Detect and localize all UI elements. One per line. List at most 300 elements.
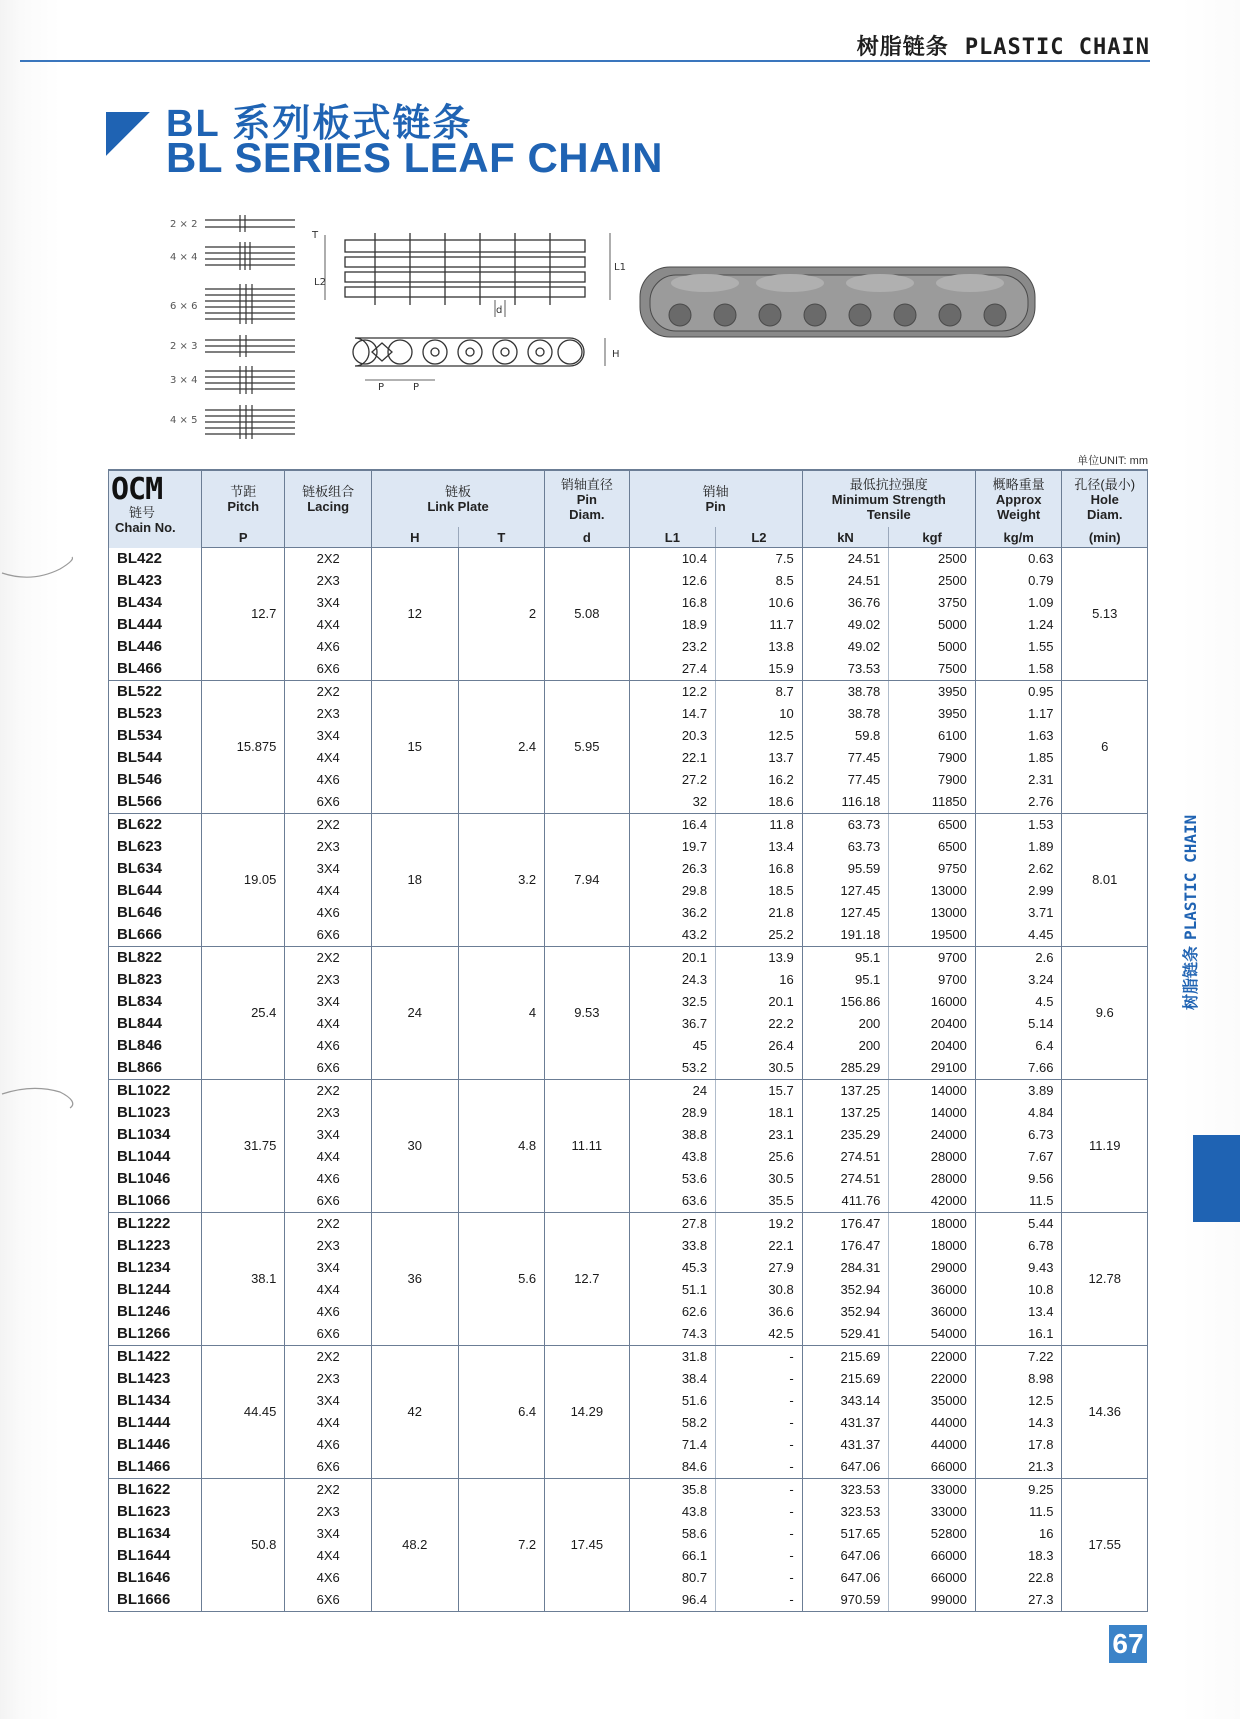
strength-kgf-value: 2500 bbox=[889, 548, 976, 571]
strength-kgf-value: 28000 bbox=[889, 1146, 976, 1168]
col-pin-diam bbox=[545, 470, 629, 527]
col-chain-no bbox=[109, 470, 202, 548]
strength-kgf-value: 22000 bbox=[889, 1368, 976, 1390]
weight-value: 0.79 bbox=[975, 570, 1062, 592]
lacing-value: 2X2 bbox=[285, 1213, 372, 1236]
strength-kn-value: 215.69 bbox=[802, 1346, 889, 1369]
strength-kgf-value: 20400 bbox=[889, 1035, 976, 1057]
strength-kn-value: 38.78 bbox=[802, 681, 889, 704]
chain-no: BL622 bbox=[109, 814, 202, 837]
strength-kgf-value: 33000 bbox=[889, 1501, 976, 1523]
pin-l2-value: 7.5 bbox=[716, 548, 803, 571]
strength-kgf-value: 5000 bbox=[889, 614, 976, 636]
weight-cn: 概略重量 bbox=[992, 476, 1045, 492]
weight-value: 3.89 bbox=[975, 1080, 1062, 1103]
page-title-en: BL SERIES LEAF CHAIN bbox=[166, 134, 663, 181]
strength-kgf-value: 11850 bbox=[889, 791, 976, 814]
strength-kgf-value: 3750 bbox=[889, 592, 976, 614]
pin-l2-value: - bbox=[716, 1523, 803, 1545]
hole-diam-value: 5.13 bbox=[1062, 548, 1148, 681]
strength-kgf-value: 16000 bbox=[889, 991, 976, 1013]
pin-diam-value: 5.95 bbox=[545, 681, 629, 814]
weight-value: 27.3 bbox=[975, 1589, 1062, 1612]
strength-kgf-value: 99000 bbox=[889, 1589, 976, 1612]
chain-no-en: Chain No. bbox=[115, 520, 176, 535]
pin-l2-value: 42.5 bbox=[716, 1323, 803, 1346]
hole-diam-value: 11.19 bbox=[1062, 1080, 1148, 1213]
strength-kn-value: 517.65 bbox=[802, 1523, 889, 1545]
strength-kn-value: 176.47 bbox=[802, 1235, 889, 1257]
strength-kn-value: 116.18 bbox=[802, 791, 889, 814]
strength-kgf-value: 44000 bbox=[889, 1434, 976, 1456]
pin-l1-value: 96.4 bbox=[629, 1589, 716, 1612]
lacing-value: 3X4 bbox=[285, 592, 372, 614]
lacing-value: 6X6 bbox=[285, 924, 372, 947]
lacing-value: 2X3 bbox=[285, 1102, 372, 1124]
pin-l2-value: 25.2 bbox=[716, 924, 803, 947]
chain-no: BL522 bbox=[109, 681, 202, 704]
strength-kn-value: 343.14 bbox=[802, 1390, 889, 1412]
lacing-value: 3X4 bbox=[285, 1257, 372, 1279]
pin-l1-value: 53.2 bbox=[629, 1057, 716, 1080]
strength-kn-value: 77.45 bbox=[802, 769, 889, 791]
pin-l1-value: 36.2 bbox=[629, 902, 716, 924]
chain-no: BL444 bbox=[109, 614, 202, 636]
weight-value: 9.25 bbox=[975, 1479, 1062, 1502]
plate-h-value: 42 bbox=[371, 1346, 458, 1479]
pin-l1-value: 84.6 bbox=[629, 1456, 716, 1479]
weight-value: 1.55 bbox=[975, 636, 1062, 658]
plate-t-value: 7.2 bbox=[458, 1479, 545, 1612]
page-title-cn: BL 系列板式链条 bbox=[166, 103, 473, 145]
chain-no: BL1644 bbox=[109, 1545, 202, 1567]
chain-no: BL1646 bbox=[109, 1567, 202, 1589]
strength-kn-value: 647.06 bbox=[802, 1567, 889, 1589]
lacing-value: 2X3 bbox=[285, 1501, 372, 1523]
pin-l2-value: 22.2 bbox=[716, 1013, 803, 1035]
pin-diam-value: 17.45 bbox=[545, 1479, 629, 1612]
pin-l2-value: - bbox=[716, 1545, 803, 1567]
strength-kn-value: 284.31 bbox=[802, 1257, 889, 1279]
weight-value: 1.53 bbox=[975, 814, 1062, 837]
lacing-value: 2X2 bbox=[285, 1479, 372, 1502]
chain-no-cn: 链号 bbox=[129, 505, 156, 520]
sub-kgf: kgf bbox=[889, 527, 976, 548]
lacing-label-3: 6 × 6 bbox=[170, 301, 198, 312]
pin-l1-value: 19.7 bbox=[629, 836, 716, 858]
plate-h-value: 15 bbox=[371, 681, 458, 814]
pin-l1-value: 63.6 bbox=[629, 1190, 716, 1213]
strength-kn-value: 49.02 bbox=[802, 636, 889, 658]
pin-l1-value: 28.9 bbox=[629, 1102, 716, 1124]
weight-value: 10.8 bbox=[975, 1279, 1062, 1301]
sub-pin-l2: L2 bbox=[716, 527, 803, 548]
strength-kn-value: 95.1 bbox=[802, 947, 889, 970]
strength-kn-value: 529.41 bbox=[802, 1323, 889, 1346]
pitch-value: 38.1 bbox=[202, 1213, 285, 1346]
col-pitch bbox=[202, 470, 285, 527]
pin-l2-value: 13.8 bbox=[716, 636, 803, 658]
weight-value: 4.5 bbox=[975, 991, 1062, 1013]
weight-value: 7.22 bbox=[975, 1346, 1062, 1369]
plate-t-value: 4 bbox=[458, 947, 545, 1080]
pin-l1-value: 16.8 bbox=[629, 592, 716, 614]
pin-l1-value: 26.3 bbox=[629, 858, 716, 880]
lacing-value: 2X2 bbox=[285, 947, 372, 970]
lacing-value: 4X6 bbox=[285, 902, 372, 924]
strength-kgf-value: 14000 bbox=[889, 1102, 976, 1124]
lacing-value: 2X2 bbox=[285, 1346, 372, 1369]
chain-no: BL1266 bbox=[109, 1323, 202, 1346]
lacing-value: 4X6 bbox=[285, 1567, 372, 1589]
pin-l2-value: 15.9 bbox=[716, 658, 803, 681]
strength-kn-value: 200 bbox=[802, 1035, 889, 1057]
lacing-value: 6X6 bbox=[285, 791, 372, 814]
pin-l1-value: 51.1 bbox=[629, 1279, 716, 1301]
pin-l2-value: - bbox=[716, 1434, 803, 1456]
lacing-value: 3X4 bbox=[285, 1523, 372, 1545]
strength-kn-value: 323.53 bbox=[802, 1479, 889, 1502]
plate-en: Link Plate bbox=[427, 499, 489, 514]
weight-value: 1.09 bbox=[975, 592, 1062, 614]
strength-kgf-value: 66000 bbox=[889, 1567, 976, 1589]
side-tab-en: PLASTIC CHAIN bbox=[1181, 814, 1200, 940]
weight-value: 6.73 bbox=[975, 1124, 1062, 1146]
weight-value: 0.63 bbox=[975, 548, 1062, 571]
side-tab bbox=[1193, 1135, 1240, 1222]
pin-l2-value: 12.5 bbox=[716, 725, 803, 747]
weight-value: 6.4 bbox=[975, 1035, 1062, 1057]
lacing-value: 4X4 bbox=[285, 1545, 372, 1567]
strength-kgf-value: 28000 bbox=[889, 1168, 976, 1190]
plate-t-value: 5.6 bbox=[458, 1213, 545, 1346]
hole-en2: Diam. bbox=[1087, 506, 1123, 522]
plate-h-value: 12 bbox=[371, 548, 458, 681]
pin-l2-value: - bbox=[716, 1479, 803, 1502]
lacing-en: Lacing bbox=[307, 499, 350, 514]
strength-kgf-value: 29000 bbox=[889, 1257, 976, 1279]
pin-l1-value: 29.8 bbox=[629, 880, 716, 902]
chain-no: BL1246 bbox=[109, 1301, 202, 1323]
chain-no: BL1223 bbox=[109, 1235, 202, 1257]
chain-no: BL1244 bbox=[109, 1279, 202, 1301]
weight-value: 7.66 bbox=[975, 1057, 1062, 1080]
plate-cn: 链板 bbox=[445, 484, 472, 499]
pin-l1-value: 51.6 bbox=[629, 1390, 716, 1412]
chain-no: BL823 bbox=[109, 969, 202, 991]
lacing-value: 4X6 bbox=[285, 1168, 372, 1190]
weight-value: 1.24 bbox=[975, 614, 1062, 636]
pindiam-en2: Diam. bbox=[569, 506, 605, 522]
pin-l2-value: 30.5 bbox=[716, 1057, 803, 1080]
chain-no: BL634 bbox=[109, 858, 202, 880]
pin-l2-value: 36.6 bbox=[716, 1301, 803, 1323]
strength-kgf-value: 18000 bbox=[889, 1213, 976, 1236]
table-row bbox=[109, 1479, 1148, 1502]
table-row bbox=[109, 681, 1148, 704]
col-weight bbox=[975, 470, 1062, 527]
lacing-diagrams bbox=[170, 219, 197, 426]
lacing-value: 3X4 bbox=[285, 725, 372, 747]
pin-l1-value: 45 bbox=[629, 1035, 716, 1057]
chain-no: BL822 bbox=[109, 947, 202, 970]
pitch-value: 44.45 bbox=[202, 1346, 285, 1479]
strength-kgf-value: 22000 bbox=[889, 1346, 976, 1369]
strength-kn-value: 200 bbox=[802, 1013, 889, 1035]
dim-label-L2: L2 bbox=[314, 277, 326, 288]
pin-diam-value: 12.7 bbox=[545, 1213, 629, 1346]
lacing-value: 4X6 bbox=[285, 1035, 372, 1057]
plate-t-value: 3.2 bbox=[458, 814, 545, 947]
pin-l2-value: 10.6 bbox=[716, 592, 803, 614]
strength-kn-value: 215.69 bbox=[802, 1368, 889, 1390]
sub-pin-d: d bbox=[545, 527, 629, 548]
strength-en1: Minimum Strength bbox=[831, 491, 946, 507]
strength-kn-value: 352.94 bbox=[802, 1301, 889, 1323]
pin-l1-value: 74.3 bbox=[629, 1323, 716, 1346]
pin-l2-value: - bbox=[716, 1368, 803, 1390]
side-tab-label bbox=[1178, 810, 1208, 1010]
pin-l2-value: 13.9 bbox=[716, 947, 803, 970]
pindiam-en1: Pin bbox=[576, 491, 597, 507]
strength-kn-value: 191.18 bbox=[802, 924, 889, 947]
strength-kn-value: 38.78 bbox=[802, 703, 889, 725]
strength-kgf-value: 5000 bbox=[889, 636, 976, 658]
strength-kn-value: 95.1 bbox=[802, 969, 889, 991]
strength-kn-value: 285.29 bbox=[802, 1057, 889, 1080]
margin-scribble-2 bbox=[0, 1080, 80, 1110]
table-row bbox=[109, 1346, 1148, 1369]
pin-l1-value: 18.9 bbox=[629, 614, 716, 636]
pitch-cn: 节距 bbox=[230, 484, 257, 499]
plate-h-value: 30 bbox=[371, 1080, 458, 1213]
chain-no: BL1666 bbox=[109, 1589, 202, 1612]
lacing-value: 4X4 bbox=[285, 614, 372, 636]
table-row bbox=[109, 814, 1148, 837]
weight-value: 14.3 bbox=[975, 1412, 1062, 1434]
weight-value: 6.78 bbox=[975, 1235, 1062, 1257]
pin-l2-value: - bbox=[716, 1346, 803, 1369]
chain-no: BL546 bbox=[109, 769, 202, 791]
weight-value: 5.14 bbox=[975, 1013, 1062, 1035]
lacing-value: 6X6 bbox=[285, 1589, 372, 1612]
pin-l2-value: 18.5 bbox=[716, 880, 803, 902]
strength-kn-value: 59.8 bbox=[802, 725, 889, 747]
strength-kgf-value: 66000 bbox=[889, 1545, 976, 1567]
pin-l1-value: 23.2 bbox=[629, 636, 716, 658]
pin-l1-value: 24.3 bbox=[629, 969, 716, 991]
strength-kgf-value: 36000 bbox=[889, 1301, 976, 1323]
sub-plate-h: H bbox=[371, 527, 458, 548]
strength-kgf-value: 6500 bbox=[889, 836, 976, 858]
strength-kn-value: 431.37 bbox=[802, 1412, 889, 1434]
header-category bbox=[857, 30, 1150, 61]
chain-no: BL846 bbox=[109, 1035, 202, 1057]
strength-kgf-value: 14000 bbox=[889, 1080, 976, 1103]
weight-value: 0.95 bbox=[975, 681, 1062, 704]
pitch-value: 25.4 bbox=[202, 947, 285, 1080]
strength-kn-value: 24.51 bbox=[802, 548, 889, 571]
strength-kgf-value: 52800 bbox=[889, 1523, 976, 1545]
strength-kgf-value: 9700 bbox=[889, 947, 976, 970]
col-pin bbox=[629, 470, 802, 527]
strength-kn-value: 77.45 bbox=[802, 747, 889, 769]
weight-en1: Approx bbox=[995, 491, 1042, 507]
pin-l1-value: 43.2 bbox=[629, 924, 716, 947]
lacing-value: 2X3 bbox=[285, 1235, 372, 1257]
strength-kn-value: 137.25 bbox=[802, 1102, 889, 1124]
chain-no: BL1422 bbox=[109, 1346, 202, 1369]
lacing-label-6: 4 × 5 bbox=[170, 415, 198, 426]
weight-value: 9.43 bbox=[975, 1257, 1062, 1279]
weight-value: 7.67 bbox=[975, 1146, 1062, 1168]
table-row bbox=[109, 548, 1148, 571]
pin-l2-value: 10 bbox=[716, 703, 803, 725]
sub-weight-unit: kg/m bbox=[975, 527, 1062, 548]
pin-l2-value: - bbox=[716, 1456, 803, 1479]
lacing-value: 6X6 bbox=[285, 1190, 372, 1213]
strength-kgf-value: 9700 bbox=[889, 969, 976, 991]
sub-hole-min: (min) bbox=[1062, 527, 1148, 548]
lacing-value: 4X4 bbox=[285, 1146, 372, 1168]
pin-l2-value: 30.5 bbox=[716, 1168, 803, 1190]
strength-kn-value: 36.76 bbox=[802, 592, 889, 614]
pin-l2-value: 20.1 bbox=[716, 991, 803, 1013]
lacing-value: 2X2 bbox=[285, 548, 372, 571]
strength-kgf-value: 2500 bbox=[889, 570, 976, 592]
strength-kgf-value: 3950 bbox=[889, 703, 976, 725]
pin-l1-value: 58.2 bbox=[629, 1412, 716, 1434]
strength-kn-value: 647.06 bbox=[802, 1545, 889, 1567]
lacing-label-5: 3 × 4 bbox=[170, 375, 198, 386]
sub-pin-l1: L1 bbox=[629, 527, 716, 548]
pitch-value: 19.05 bbox=[202, 814, 285, 947]
lacing-label-2: 4 × 4 bbox=[170, 252, 198, 263]
chain-no: BL544 bbox=[109, 747, 202, 769]
lacing-value: 2X3 bbox=[285, 836, 372, 858]
weight-value: 1.63 bbox=[975, 725, 1062, 747]
chain-no: BL844 bbox=[109, 1013, 202, 1035]
pin-l2-value: 8.5 bbox=[716, 570, 803, 592]
weight-value: 13.4 bbox=[975, 1301, 1062, 1323]
chain-no: BL1023 bbox=[109, 1102, 202, 1124]
strength-kgf-value: 3950 bbox=[889, 681, 976, 704]
lacing-value: 4X4 bbox=[285, 1279, 372, 1301]
chain-no: BL1466 bbox=[109, 1456, 202, 1479]
hole-diam-value: 6 bbox=[1062, 681, 1148, 814]
weight-value: 1.89 bbox=[975, 836, 1062, 858]
pin-l1-value: 12.2 bbox=[629, 681, 716, 704]
col-hole bbox=[1062, 470, 1148, 527]
pitch-en: Pitch bbox=[227, 499, 260, 514]
chain-no: BL1234 bbox=[109, 1257, 202, 1279]
chain-no: BL434 bbox=[109, 592, 202, 614]
pin-l2-value: 16.2 bbox=[716, 769, 803, 791]
col-lacing bbox=[285, 470, 372, 527]
dim-label-P2: P bbox=[413, 382, 420, 393]
weight-value: 21.3 bbox=[975, 1456, 1062, 1479]
hole-cn: 孔径(最小) bbox=[1074, 476, 1136, 492]
pitch-value: 15.875 bbox=[202, 681, 285, 814]
chain-no: BL1044 bbox=[109, 1146, 202, 1168]
pin-l2-value: - bbox=[716, 1412, 803, 1434]
weight-value: 4.45 bbox=[975, 924, 1062, 947]
pin-l1-value: 20.3 bbox=[629, 725, 716, 747]
pin-diam-value: 9.53 bbox=[545, 947, 629, 1080]
strength-kgf-value: 20400 bbox=[889, 1013, 976, 1035]
strength-kn-value: 73.53 bbox=[802, 658, 889, 681]
strength-kgf-value: 44000 bbox=[889, 1412, 976, 1434]
pin-l1-value: 62.6 bbox=[629, 1301, 716, 1323]
strength-kgf-value: 7500 bbox=[889, 658, 976, 681]
strength-kgf-value: 7900 bbox=[889, 747, 976, 769]
plate-h-value: 18 bbox=[371, 814, 458, 947]
lacing-value: 2X3 bbox=[285, 703, 372, 725]
chain-no: BL1066 bbox=[109, 1190, 202, 1213]
lacing-label-4: 2 × 3 bbox=[170, 341, 198, 352]
lacing-value: 4X6 bbox=[285, 1434, 372, 1456]
plate-h-value: 36 bbox=[371, 1213, 458, 1346]
pin-l2-value: 25.6 bbox=[716, 1146, 803, 1168]
weight-value: 8.98 bbox=[975, 1368, 1062, 1390]
sub-kn: kN bbox=[802, 527, 889, 548]
strength-kn-value: 63.73 bbox=[802, 836, 889, 858]
sub-plate-t: T bbox=[458, 527, 545, 548]
weight-value: 4.84 bbox=[975, 1102, 1062, 1124]
weight-value: 17.8 bbox=[975, 1434, 1062, 1456]
chain-no: BL466 bbox=[109, 658, 202, 681]
weight-value: 3.71 bbox=[975, 902, 1062, 924]
lacing-value: 6X6 bbox=[285, 1323, 372, 1346]
strength-kn-value: 323.53 bbox=[802, 1501, 889, 1523]
chain-front-view bbox=[353, 338, 605, 380]
chain-no: BL1046 bbox=[109, 1168, 202, 1190]
pin-l2-value: - bbox=[716, 1567, 803, 1589]
chain-photo bbox=[640, 267, 1035, 337]
pin-l1-value: 32.5 bbox=[629, 991, 716, 1013]
pin-l2-value: 23.1 bbox=[716, 1124, 803, 1146]
strength-kn-value: 63.73 bbox=[802, 814, 889, 837]
pin-l2-value: 13.7 bbox=[716, 747, 803, 769]
weight-value: 22.8 bbox=[975, 1567, 1062, 1589]
strength-kgf-value: 66000 bbox=[889, 1456, 976, 1479]
pin-l1-value: 45.3 bbox=[629, 1257, 716, 1279]
pin-l2-value: - bbox=[716, 1501, 803, 1523]
plate-h-value: 24 bbox=[371, 947, 458, 1080]
chain-no: BL1623 bbox=[109, 1501, 202, 1523]
lacing-value: 6X6 bbox=[285, 1456, 372, 1479]
chain-no: BL566 bbox=[109, 791, 202, 814]
pin-l2-value: 11.8 bbox=[716, 814, 803, 837]
side-tab-cn: 树脂链条 bbox=[1183, 945, 1200, 1010]
pin-l2-value: 35.5 bbox=[716, 1190, 803, 1213]
lacing-value: 4X4 bbox=[285, 747, 372, 769]
strength-kgf-value: 29100 bbox=[889, 1057, 976, 1080]
pin-l2-value: 8.7 bbox=[716, 681, 803, 704]
strength-kn-value: 647.06 bbox=[802, 1456, 889, 1479]
dimension-labels bbox=[311, 230, 626, 393]
lacing-cn: 链板组合 bbox=[302, 484, 355, 499]
strength-kn-value: 274.51 bbox=[802, 1168, 889, 1190]
weight-value: 2.99 bbox=[975, 880, 1062, 902]
pin-l1-value: 58.6 bbox=[629, 1523, 716, 1545]
strength-kgf-value: 42000 bbox=[889, 1190, 976, 1213]
weight-value: 2.31 bbox=[975, 769, 1062, 791]
dim-label-P1: P bbox=[378, 382, 385, 393]
table-row bbox=[109, 1080, 1148, 1103]
weight-value: 2.76 bbox=[975, 791, 1062, 814]
chain-no: BL1444 bbox=[109, 1412, 202, 1434]
